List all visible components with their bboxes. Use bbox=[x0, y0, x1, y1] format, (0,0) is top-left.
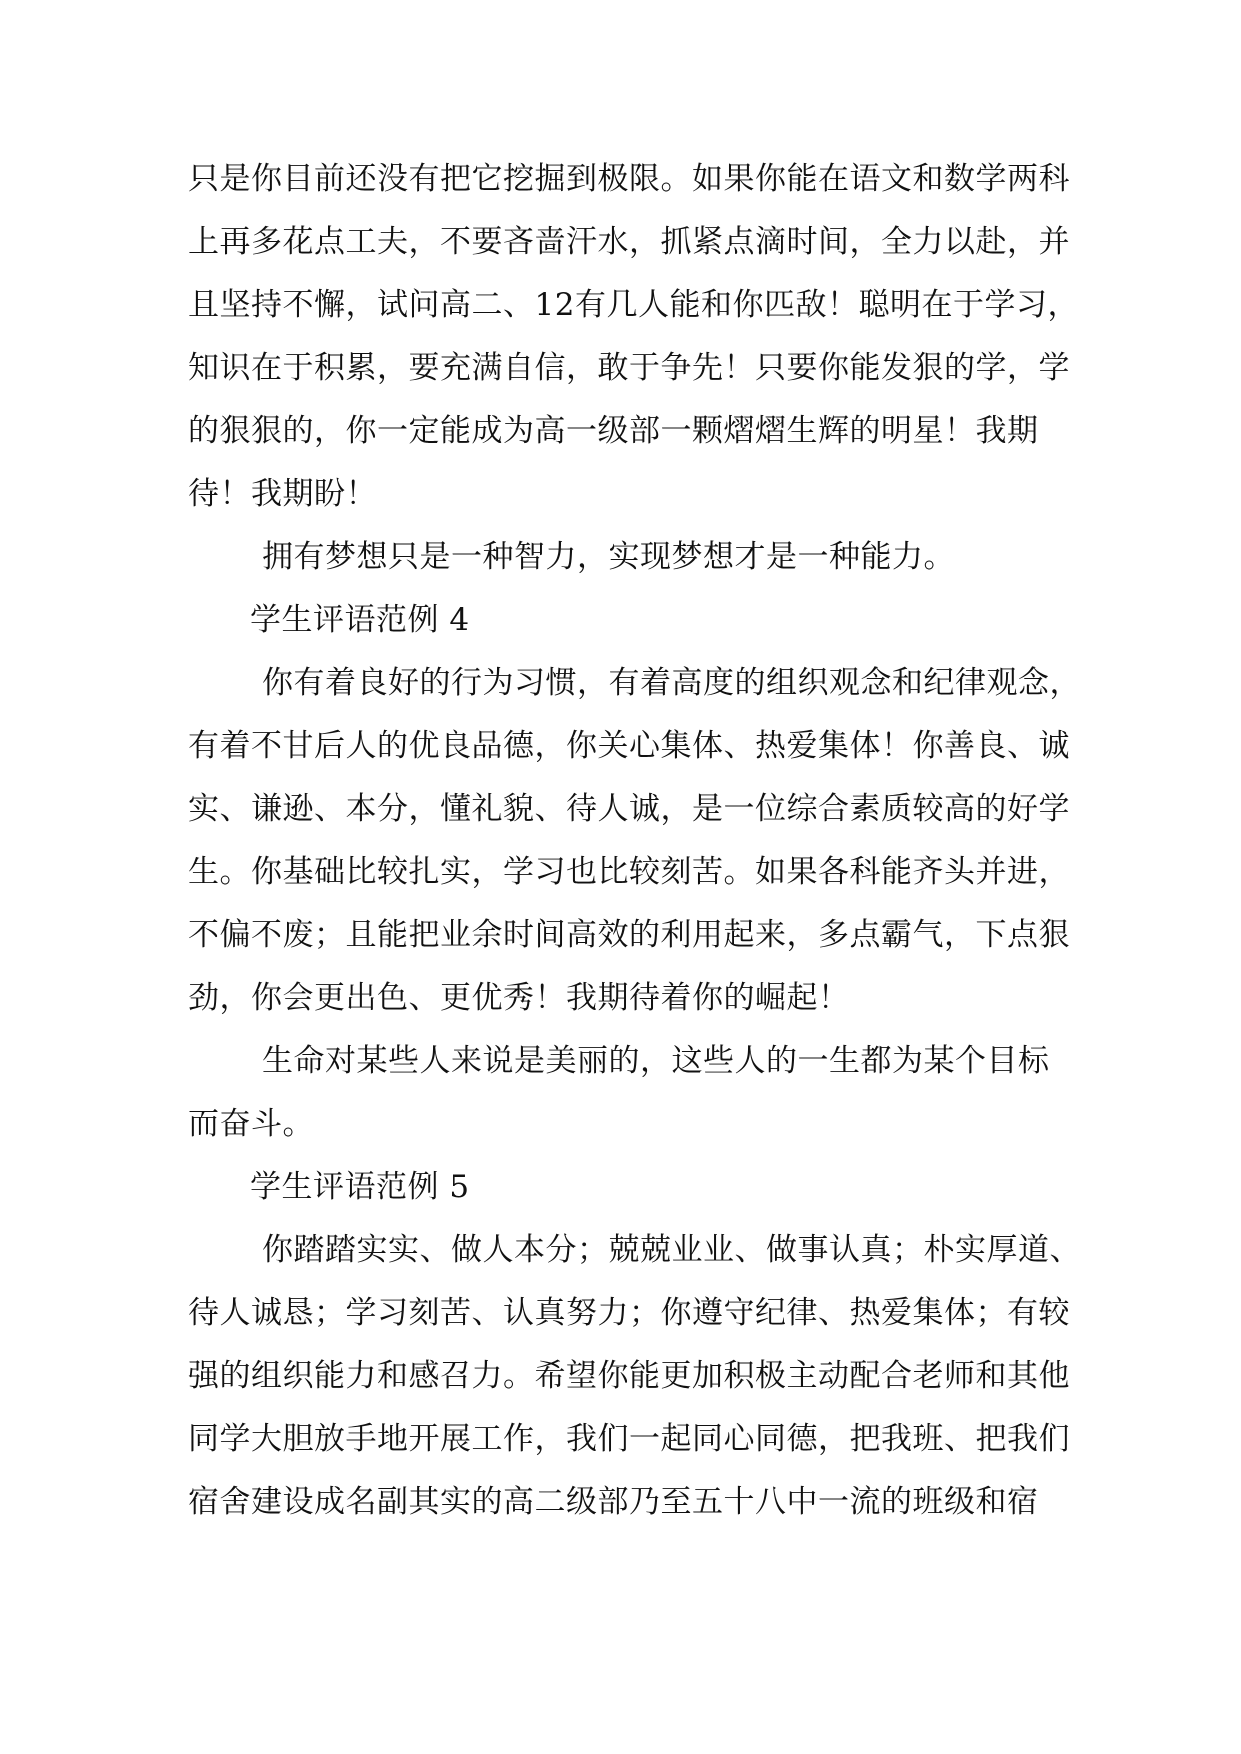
text-line: 上再多花点工夫，不要吝啬汗水，抓紧点滴时间，全力以赴，并 bbox=[188, 224, 1070, 260]
text-line: 知识在于积累，要充满自信，敢于争先！只要你能发狠的学，学 bbox=[188, 350, 1070, 386]
text-line: 你有着良好的行为习惯，有着高度的组织观念和纪律观念， bbox=[262, 665, 1081, 701]
text-line: 待！我期盼！ bbox=[188, 476, 377, 512]
document-body bbox=[188, 148, 1081, 1534]
text-line: 劲，你会更出色、更优秀！我期待着你的崛起！ bbox=[188, 980, 850, 1016]
quote-line: 拥有梦想只是一种智力，实现梦想才是一种能力。 bbox=[262, 539, 955, 575]
text-line: 只是你目前还没有把它挖掘到极限。如果你能在语文和数学两科 bbox=[188, 161, 1070, 197]
text-line: 宿舍建设成名副其实的高二级部乃至五十八中一流的班级和宿 bbox=[188, 1484, 1039, 1520]
text-line: 有着不甘后人的优良品德，你关心集体、热爱集体！你善良、诚 bbox=[188, 728, 1070, 764]
text-line: 且坚持不懈，试问高二、12有几人能和你匹敌！聪明在于学习， bbox=[188, 287, 1079, 323]
section-heading: 学生评语范例 5 bbox=[250, 1169, 470, 1205]
quote-line: 生命对某些人来说是美丽的，这些人的一生都为某个目标 bbox=[262, 1043, 1050, 1079]
text-line: 生。你基础比较扎实，学习也比较刻苦。如果各科能齐头并进， bbox=[188, 854, 1070, 890]
section-heading: 学生评语范例 4 bbox=[250, 602, 470, 638]
text-line: 同学大胆放手地开展工作，我们一起同心同德，把我班、把我们 bbox=[188, 1421, 1070, 1457]
text-line: 实、谦逊、本分，懂礼貌、待人诚，是一位综合素质较高的好学 bbox=[188, 791, 1070, 827]
text-line: 强的组织能力和感召力。希望你能更加积极主动配合老师和其他 bbox=[188, 1358, 1070, 1394]
text-line: 的狠狠的，你一定能成为高一级部一颗熠熠生辉的明星！我期 bbox=[188, 413, 1039, 449]
text-line: 不偏不废；且能把业余时间高效的利用起来，多点霸气，下点狠 bbox=[188, 917, 1070, 953]
quote-line: 而奋斗。 bbox=[188, 1106, 314, 1142]
text-line: 待人诚恳；学习刻苦、认真努力；你遵守纪律、热爱集体；有较 bbox=[188, 1295, 1070, 1331]
text-line: 你踏踏实实、做人本分；兢兢业业、做事认真；朴实厚道、 bbox=[262, 1232, 1081, 1268]
